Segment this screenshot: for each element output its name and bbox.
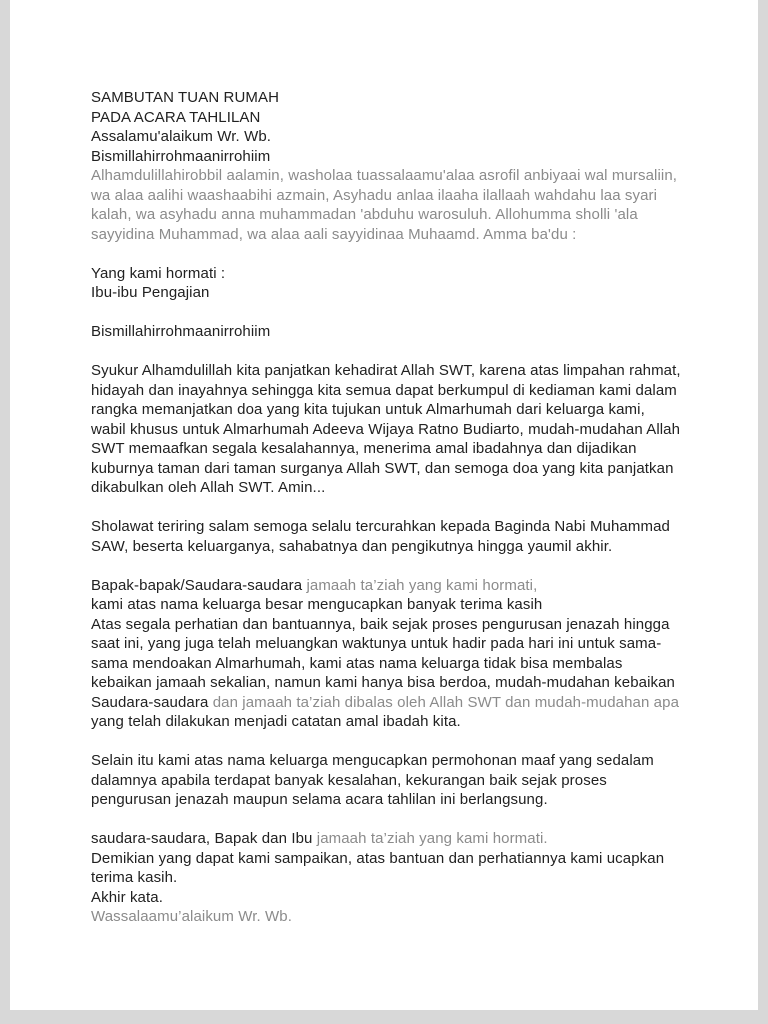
opening-prayer-paragraph: Alhamdulillahirobbil aalamin, washolaa tuassalaamu'alaa asrofil anbiyaai wal mursaliin, wa alaa aalihi waashaabihi azmain, Asyhadu anlaa ilaaha ilallaah wahdahu laa syari kalah, wa asyhadu anna muhammadan 'abduhu warosuluh. Allohumma sholli 'ala sayyidina Muhammad, wa alaa aali sayyidinaa Muhaamd. Amma ba'du : (91, 167, 678, 243)
honorifics-line-2: Ibu-ibu Pengajian (91, 284, 210, 301)
thanks-addressee: Bapak-bapak/Saudara-saudara (91, 576, 307, 594)
closing-paragraph (91, 829, 681, 927)
closing-line-2: Demikian yang dapat kami sampaikan, atas bantuan dan perhatiannya kami ucapkan terima kasih. (91, 849, 665, 886)
thanks-line-2: kami atas nama keluarga besar mengucapkan banyak terima kasih (91, 596, 543, 613)
document-page (10, 0, 758, 1010)
gratitude-prayer-paragraph: Syukur Alhamdulillah kita panjatkan kehadirat Allah SWT, karena atas limpahan rahmat, hidayah dan inayahnya sehingga kita semua dapat berkumpul di kediaman kami dalam rangka memanjatkan doa yang kita tujukan untuk Almarhumah dari keluarga kami, wabil khusus untuk Almarhumah Adeeva Wijaya Ratno Budiarto, mudah-mudahan Allah SWT memaafkan segala kesalahannya, menerima amal ibadahnya dan dijadikan kuburnya taman dari taman surganya Allah SWT, dan semoga doa yang kita panjatkan dikabulkan oleh Allah SWT. Amin... (91, 362, 681, 496)
thanks-addressee-muted: jamaah ta’ziah yang kami hormati, (306, 576, 538, 594)
closing-line-3: Akhir kata. (91, 888, 163, 906)
thanks-body-muted: dan jamaah ta’ziah dibalas oleh Allah SWT dan mudah-mudahan apa (212, 693, 680, 711)
salutation-line: Assalamu'alaikum Wr. Wb. (91, 128, 272, 145)
thanks-body-1: Atas segala perhatian dan bantuannya, baik sejak proses pengurusan jenazah hingga saat ini, yang juga telah meluangkan waktunya untuk hadir pada hari ini untuk sama-sama mendoakan Almarhumah, kami atas nama keluarga tidak bisa membalas kebaikan jamaah sekalian, namun kami hanya bisa berdoa, mudah-mudahan kebaikan Saudara-saudara (91, 615, 675, 711)
honorifics-line-1: Yang kami hormati : (91, 264, 226, 282)
honorifics-paragraph (91, 264, 681, 303)
basmalah-2-paragraph: Bismillahirrohmaanirrohiim (91, 323, 271, 340)
title-line-2: PADA ACARA TAHLILAN (91, 108, 261, 126)
closing-salutation: Wassalaamu’alaikum Wr. Wb. (91, 908, 292, 925)
apology-paragraph: Selain itu kami atas nama keluarga mengucapkan permohonan maaf yang sedalam dalamnya apabila terdapat banyak kesalahan, kekurangan baik sejak proses pengurusan jenazah maupun selama acara tahlilan ini berlangsung. (91, 752, 654, 808)
title-line-1: SAMBUTAN TUAN RUMAH (91, 89, 280, 106)
thanks-body-2: yang telah dilakukan menjadi catatan amal ibadah kita. (91, 713, 461, 730)
document-header (91, 88, 681, 166)
closing-addressee-muted: jamaah ta’ziah yang kami hormati. (316, 830, 548, 847)
basmalah-line: Bismillahirrohmaanirrohiim (91, 147, 271, 165)
sholawat-paragraph: Sholawat teriring salam semoga selalu tercurahkan kepada Baginda Nabi Muhammad SAW, beserta keluarganya, sahabatnya dan pengikutnya hingga yaumil akhir. (91, 518, 670, 555)
speech-document (91, 88, 681, 946)
closing-addressee: saudara-saudara, Bapak dan Ibu (91, 830, 317, 847)
thanks-paragraph (91, 576, 681, 732)
